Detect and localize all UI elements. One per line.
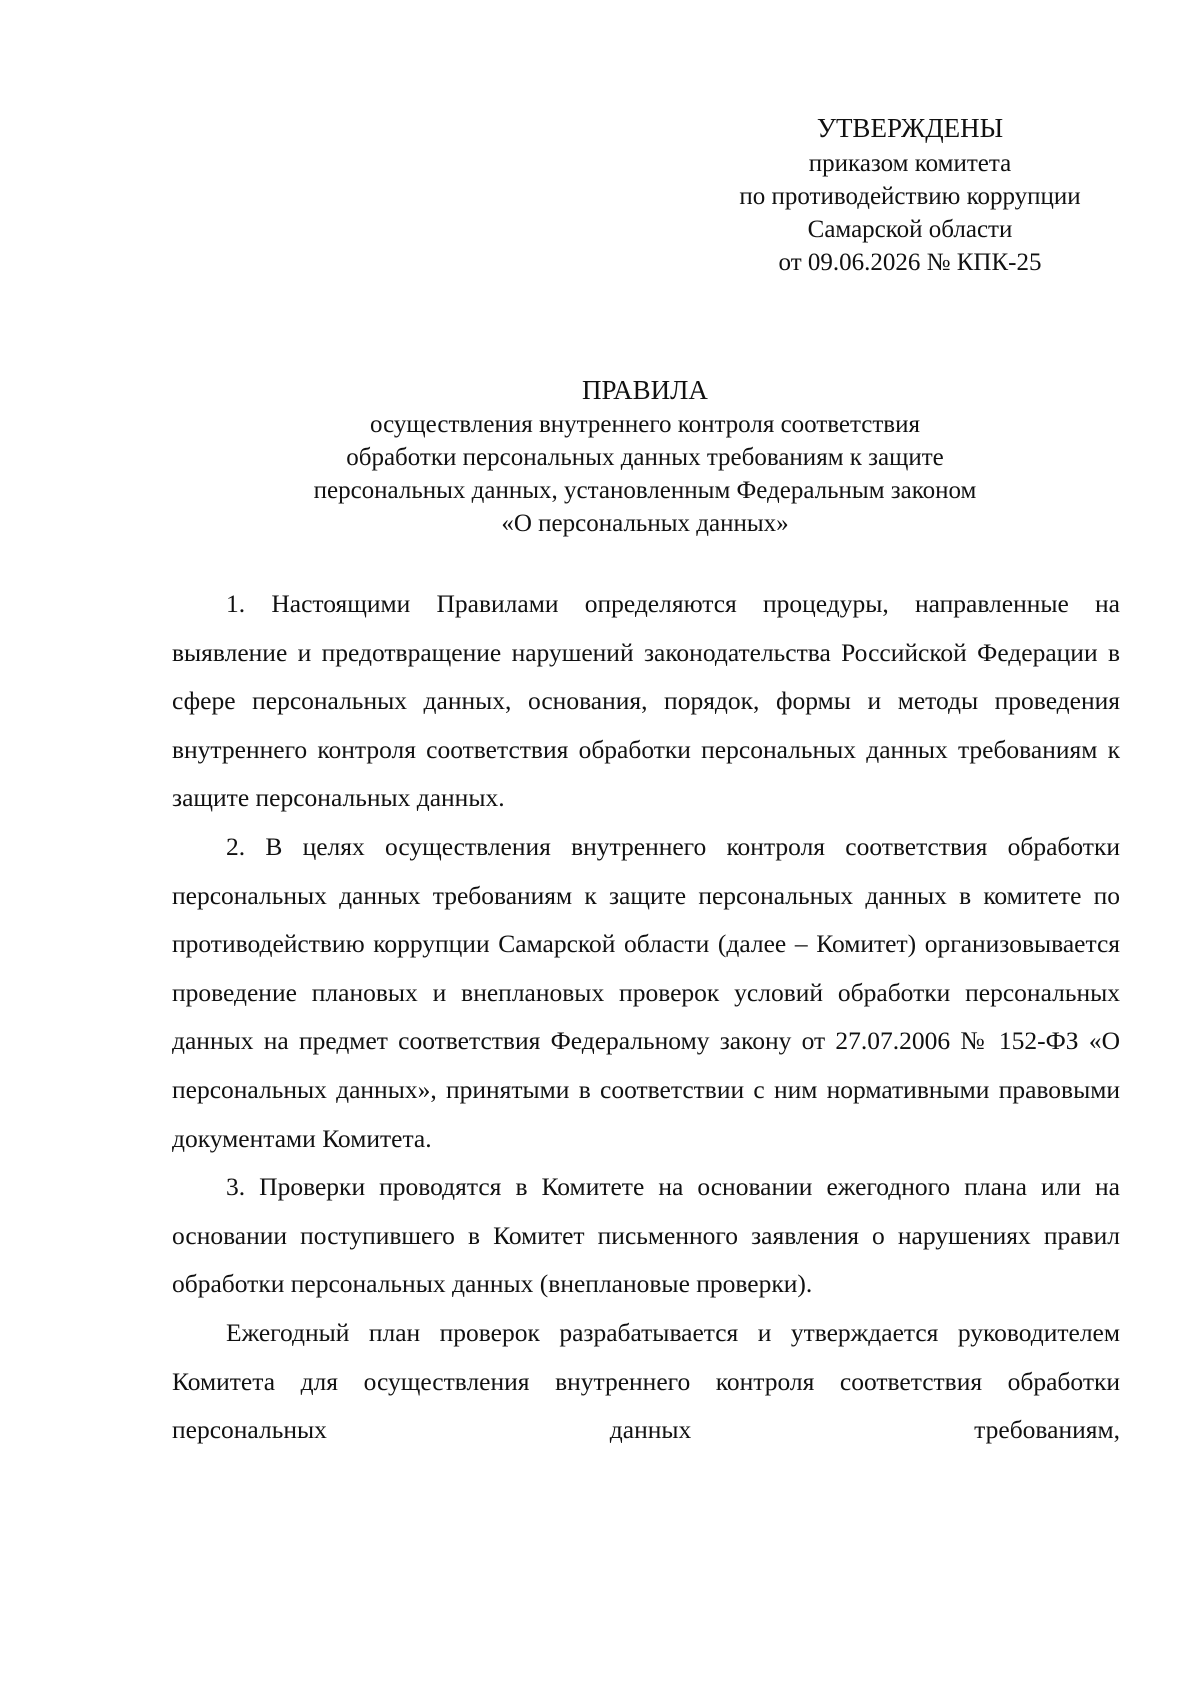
- body-paragraph: 1. Настоящими Правилами определяются процедуры, направленные на выявление и предотвращение нарушений законодательства Российской Федерации в сфере персональных данных, основания, порядок, формы и методы проведения внутреннего контроля соответствия обработки персональных данных требованиям к защите персональных данных.: [172, 589, 1120, 813]
- document-body: [172, 580, 1120, 1455]
- approval-date-number: от 09.06.2026 № КПК-25: [778, 249, 1042, 276]
- document-title: ПРАВИЛА: [582, 375, 708, 405]
- document-title-block: [170, 372, 1120, 540]
- approval-line: Самарской области: [807, 216, 1013, 243]
- document-subtitle-line: обработки персональных данных требованиям к защите: [346, 444, 944, 471]
- document-subtitle-line: «О персональных данных»: [501, 510, 789, 537]
- document-subtitle-line: осуществления внутреннего контроля соответствия: [370, 411, 920, 438]
- approval-heading: УТВЕРЖДЕНЫ: [816, 113, 1004, 143]
- approval-line: по противодействию коррупции: [739, 183, 1081, 210]
- body-paragraph: 3. Проверки проводятся в Комитете на основании ежегодного плана или на основании поступившего в Комитет письменного заявления о нарушениях правил обработки персональных данных (внеплановые проверки).: [172, 1172, 1120, 1299]
- approval-line: приказом комитета: [808, 150, 1012, 177]
- document-subtitle-line: персональных данных, установленным Федеральным законом: [313, 477, 977, 504]
- approval-stamp: [700, 110, 1120, 279]
- body-paragraph: 2. В целях осуществления внутреннего контроля соответствия обработки персональных данных требованиям к защите персональных данных в комитете по противодействию коррупции Самарской области (далее – Комитет) организовывается проведение плановых и внеплановых проверок условий обработки персональных данных на предмет соответствия Федеральному закону от 27.07.2006 № 152-ФЗ «О персональных данных», принятыми в соответствии с ним нормативными правовыми документами Комитета.: [172, 831, 1120, 1153]
- body-paragraph: Ежегодный план проверок разрабатывается и утверждается руководителем Комитета для осуществления внутреннего контроля соответствия обработки персональных данных требованиям,: [172, 1317, 1120, 1445]
